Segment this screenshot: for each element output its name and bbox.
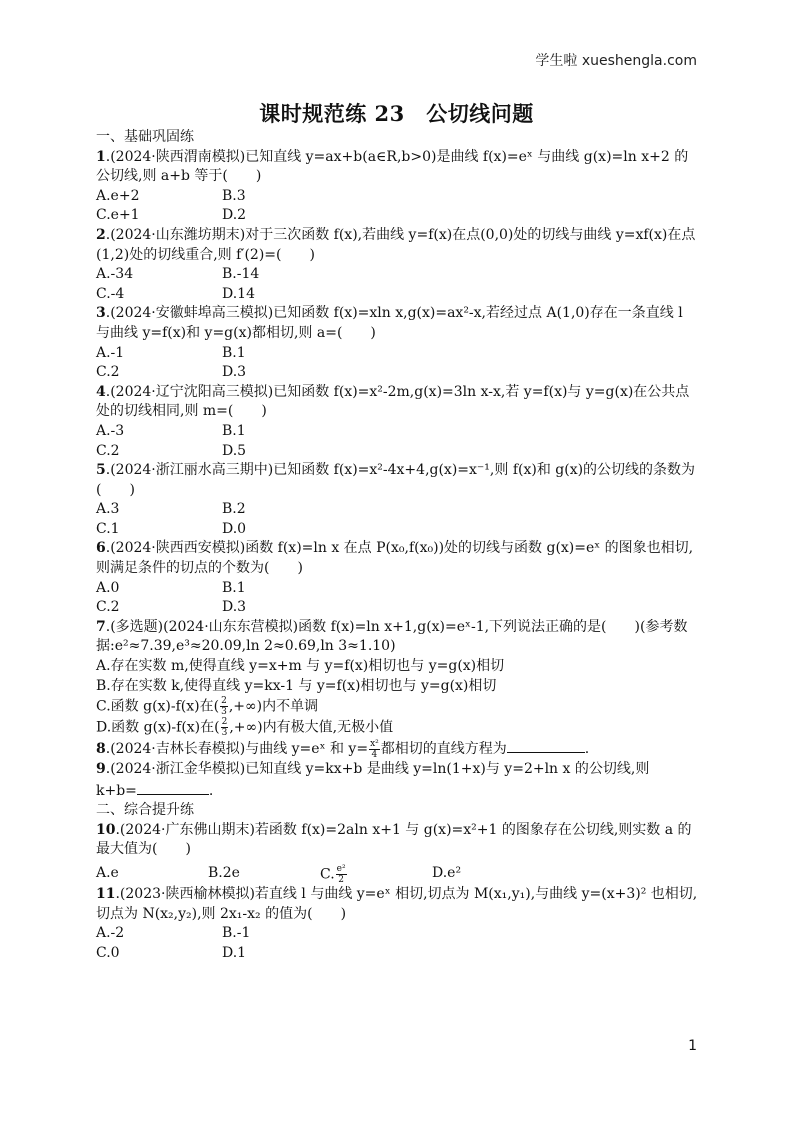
option-b: B.2e	[208, 864, 240, 881]
options-q3	[96, 344, 701, 364]
question-number: 2	[96, 226, 106, 243]
option-b: B.3	[222, 187, 246, 204]
period: .	[208, 782, 214, 799]
option-c: C.1	[96, 520, 120, 537]
fraction-denominator: 2	[338, 874, 344, 885]
option-a: A.-1	[96, 344, 125, 361]
option-d: D.14	[222, 285, 255, 302]
option-c: C.2	[96, 599, 120, 616]
fraction-denominator: 3	[221, 728, 228, 739]
question-3	[96, 304, 701, 343]
option-b: B.存在实数 k,使得直线 y=kx-1 与 y=f(x)相切也与 y=g(x)相切	[96, 677, 497, 694]
options-q5	[96, 500, 701, 520]
option-d: D.3	[222, 599, 247, 616]
section-heading-advanced: 二、综合提升练	[96, 802, 194, 819]
section-heading-basic: 一、基础巩固练	[96, 129, 194, 145]
question-text: .(2024·山东潍坊期末)对于三次函数 f(x),若曲线 y=f(x)在点(0,0)处的切线与曲线 y=xf(x)在点(1,2)处的切线重合,则 f′(2)=( )	[96, 226, 696, 263]
question-11	[96, 885, 701, 924]
question-text: .(2024·广东佛山期末)若函数 f(x)=2aln x+1 与 g(x)=x²+1 的图象存在公切线,则实数 a 的最大值为( )	[96, 821, 692, 858]
option-d: D.0	[222, 520, 247, 537]
options-q6	[96, 579, 701, 599]
options-q11-row2	[96, 944, 701, 964]
option-b: B.1	[222, 579, 246, 596]
period: .	[584, 741, 590, 758]
option-c-text-end: ,+∞)内不单调	[228, 698, 319, 715]
options-q3-row2	[96, 363, 701, 383]
option-c: C.0	[96, 944, 120, 961]
question-9	[96, 760, 701, 780]
question-6	[96, 539, 701, 578]
question-2	[96, 226, 701, 265]
fraction	[336, 864, 347, 885]
question-number: 3	[96, 305, 106, 322]
option-c	[320, 864, 432, 885]
option-c: C.e+1	[96, 207, 140, 224]
option-d	[96, 717, 701, 738]
option-a: A.存在实数 m,使得直线 y=x+m 与 y=f(x)相切也与 y=g(x)相切	[96, 658, 505, 675]
options-q2	[96, 265, 701, 285]
options-q1-row2	[96, 206, 701, 226]
question-9-line2	[96, 780, 701, 802]
question-5	[96, 461, 701, 500]
question-4	[96, 383, 701, 422]
option-d-text: D.函数 g(x)-f(x)在(	[96, 719, 220, 736]
option-a: A.-3	[96, 422, 125, 439]
question-10	[96, 821, 701, 860]
options-q4	[96, 422, 701, 442]
options-q2-row2	[96, 285, 701, 305]
fraction-numerator: 2	[221, 696, 227, 707]
option-b: B.2	[222, 501, 246, 518]
exercise-content	[96, 128, 701, 963]
option-a: A.e+2	[96, 187, 140, 204]
question-number: 7	[96, 618, 106, 635]
question-text: .(2024·浙江金华模拟)已知直线 y=kx+b 是曲线 y=ln(1+x)与 y=2+ln x 的公切线,则	[105, 761, 650, 777]
option-d: D.e²	[432, 864, 462, 881]
fraction	[220, 696, 228, 717]
page-number: 1	[688, 1038, 697, 1054]
question-7	[96, 618, 701, 657]
option-b: B.1	[222, 422, 246, 439]
option-d: D.5	[222, 442, 247, 459]
option-d: D.2	[222, 207, 247, 224]
options-q1	[96, 187, 701, 207]
options-q5-row2	[96, 520, 701, 540]
option-c: C.2	[96, 442, 120, 459]
option-a: A.e	[96, 864, 119, 881]
fraction-denominator: 3	[221, 707, 227, 718]
answer-blank[interactable]	[507, 738, 585, 753]
option-b: B.1	[222, 344, 246, 361]
option-a: A.0	[96, 579, 120, 596]
question-1	[96, 148, 701, 187]
question-text: .(2024·吉林长春模拟)与曲线 y=eˣ 和 y=	[105, 741, 369, 758]
question-number: 10	[96, 821, 116, 838]
option-c-text: C.	[320, 866, 335, 883]
option-a: A.-34	[96, 266, 134, 283]
question-text-end: k+b=	[96, 782, 137, 799]
option-b: B.-14	[222, 266, 260, 283]
page-title: 课时规范练 23 公切线问题	[259, 101, 534, 126]
option-d: D.1	[222, 944, 247, 961]
question-number: 5	[96, 462, 106, 479]
question-text-end: 都相切的直线方程为	[380, 741, 507, 758]
options-q6-row2	[96, 598, 701, 618]
fraction-numerator: x²	[370, 738, 379, 749]
option-c: C.-4	[96, 285, 125, 302]
option-a: A.3	[96, 501, 120, 518]
question-number: 8	[96, 741, 106, 758]
question-text: .(2024·安徽蚌埠高三模拟)已知函数 f(x)=xln x,g(x)=ax²-x,若经过点 A(1,0)存在一条直线 l 与曲线 y=f(x)和 y=g(x)都相切,则 a=( )	[96, 305, 683, 341]
question-text: .(2023·陕西榆林模拟)若直线 l 与曲线 y=eˣ 相切,切点为 M(x₁,y₁),与曲线 y=(x+3)² 也相切,切点为 N(x₂,y₂),则 2x₁-x₂ 的值为( )	[96, 886, 698, 922]
fraction-numerator: e²	[336, 863, 346, 874]
option-b: B.-1	[222, 925, 251, 942]
question-number: 4	[96, 383, 106, 400]
answer-blank[interactable]	[137, 780, 209, 795]
question-8	[96, 738, 701, 760]
question-text: .(多选题)(2024·山东东营模拟)函数 f(x)=ln x+1,g(x)=eˣ-1,下列说法正确的是( )(参考数据:e²≈7.39,e³≈20.09,ln 2≈0.69,ln 3≈1.10)	[96, 618, 688, 655]
question-text: .(2024·陕西渭南模拟)已知直线 y=ax+b(a∈R,b>0)是曲线 f(x)=eˣ 与曲线 g(x)=ln x+2 的公切线,则 a+b 等于( )	[96, 148, 689, 185]
option-c-text: C.函数 g(x)-f(x)在(	[96, 698, 220, 715]
site-watermark: 学生啦 xueshengla.com	[535, 53, 697, 69]
question-number: 1	[96, 148, 106, 165]
fraction-numerator: 2	[221, 717, 228, 728]
option-d: D.3	[222, 364, 247, 381]
option-c: C.2	[96, 364, 120, 381]
question-text: .(2024·浙江丽水高三期中)已知函数 f(x)=x²-4x+4,g(x)=x⁻¹,则 f(x)和 g(x)的公切线的条数为( )	[96, 462, 696, 498]
option-a: A.-2	[96, 925, 125, 942]
option-d-text-end: ,+∞)内有极大值,无极小值	[229, 719, 394, 736]
option-c	[96, 696, 701, 717]
options-q11	[96, 924, 701, 944]
question-number: 11	[96, 886, 116, 903]
fraction	[221, 717, 229, 738]
question-number: 6	[96, 540, 106, 557]
question-text: .(2024·辽宁沈阳高三模拟)已知函数 f(x)=x²-2m,g(x)=3ln x-x,若 y=f(x)与 y=g(x)在公共点处的切线相同,则 m=( )	[96, 383, 690, 420]
question-text: .(2024·陕西西安模拟)函数 f(x)=ln x 在点 P(x₀,f(x₀))处的切线与函数 g(x)=eˣ 的图象也相切,则满足条件的切点的个数为( )	[96, 540, 694, 577]
options-q4-row2	[96, 442, 701, 462]
options-q10	[96, 864, 701, 885]
fraction	[369, 739, 380, 760]
fraction-denominator: 4	[371, 749, 378, 760]
question-number: 9	[96, 761, 106, 777]
